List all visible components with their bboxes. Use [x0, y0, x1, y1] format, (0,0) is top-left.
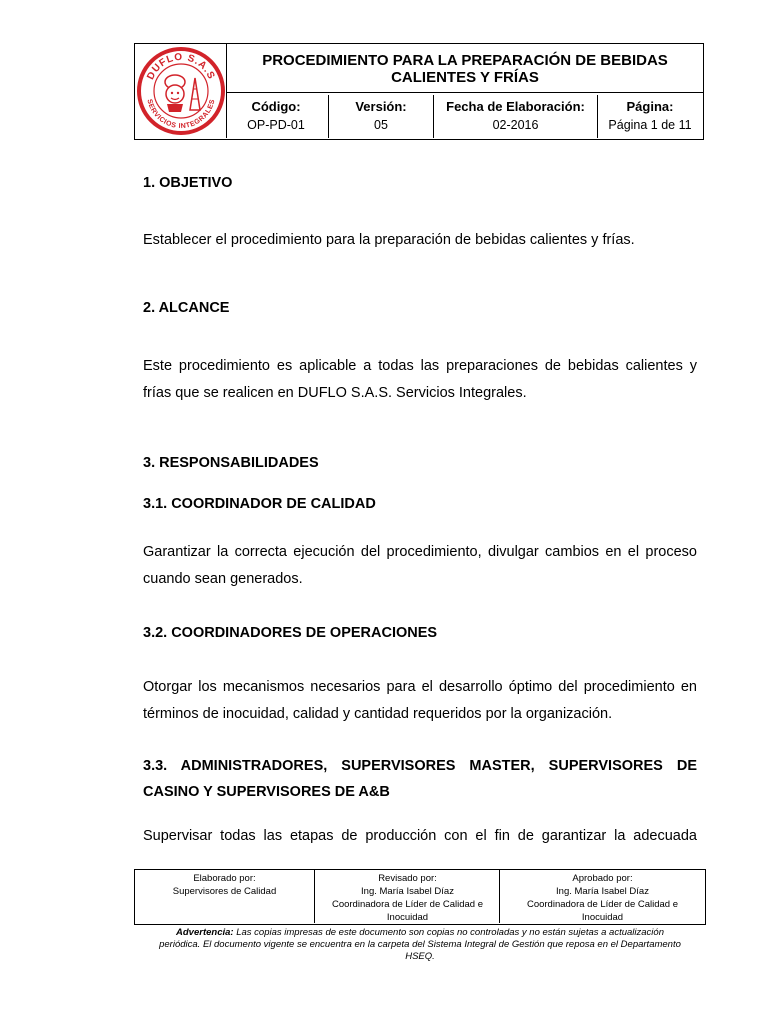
version-label: Versión:: [355, 99, 407, 114]
logo-bottom-text: SERVICIOS INTEGRALES: [145, 98, 217, 131]
document-header: [134, 43, 704, 140]
elaborado-value: Supervisores de Calidad: [172, 886, 277, 897]
revisado-cell: [316, 870, 500, 923]
codigo-cell: [227, 95, 325, 138]
fecha-label: Fecha de Elaboración:: [446, 99, 585, 114]
pagina-cell: [598, 95, 702, 138]
warning-line-2: periódica. El documento vigente se encuentra en la carpeta del Sistema Integral de Gestión que reposa en el Departamento: [159, 939, 681, 950]
aprobado-cell: [501, 870, 704, 923]
pagina-label: Página:: [626, 99, 674, 114]
logo-top-text: DUFLO S.A.S: [145, 51, 217, 82]
revisado-name: Ing. María Isabel Díaz: [361, 886, 454, 897]
warning-line-1: Las copias impresas de este documento son copias no controladas y no están sujetas a actualización: [233, 927, 664, 938]
section-3-2-line-2: términos de inocuidad, calidad y cantidad requeridos por la organización.: [143, 706, 613, 722]
section-2-line-1: Este procedimiento es aplicable a todas las preparaciones de bebidas calientes y: [143, 358, 697, 374]
aprobado-label: Aprobado por:: [572, 873, 633, 884]
section-3-3-heading-line-1: 3.3. ADMINISTRADORES, SUPERVISORES MASTER, SUPERVISORES DE: [143, 758, 697, 774]
version-cell: [330, 95, 432, 138]
section-3-1-heading: 3.1. COORDINADOR DE CALIDAD: [143, 496, 376, 512]
section-2-heading: 2. ALCANCE: [143, 300, 230, 316]
section-3-1-line-2: cuando sean generados.: [143, 571, 303, 587]
aprobado-role-1: Coordinadora de Líder de Calidad e: [526, 899, 679, 910]
fecha-value: 02-2016: [492, 118, 539, 132]
elaborado-cell: [135, 870, 315, 923]
section-3-3-line-1: Supervisar todas las etapas de producción con el fin de garantizar la adecuada: [143, 828, 697, 844]
revisado-role-2: Inocuidad: [386, 912, 429, 923]
chef-mascot-icon: [165, 75, 185, 112]
section-3-heading: 3. RESPONSABILIDADES: [143, 455, 319, 471]
section-1-heading: 1. OBJETIVO: [143, 175, 233, 191]
warning-line-3: HSEQ.: [405, 951, 435, 962]
revisado-role-1: Coordinadora de Líder de Calidad e: [331, 899, 484, 910]
section-3-1-line-1: Garantizar la correcta ejecución del procedimiento, divulgar cambios en el proceso: [143, 544, 697, 560]
warning-label: Advertencia:: [176, 927, 234, 938]
section-3-2-line-1: Otorgar los mecanismos necesarios para el desarrollo óptimo del procedimiento en: [143, 679, 697, 695]
title-line-1: PROCEDIMIENTO PARA LA PREPARACIÓN DE BEBIDAS: [262, 52, 668, 69]
elaborado-label: Elaborado por:: [193, 873, 256, 884]
codigo-label: Código:: [251, 99, 301, 114]
section-2-line-2: frías que se realicen en DUFLO S.A.S. Servicios Integrales.: [143, 385, 527, 401]
version-value: 05: [374, 118, 388, 132]
company-logo: [135, 44, 226, 138]
pagina-value: Página 1 de 11: [608, 118, 692, 132]
title-line-2: CALIENTES Y FRÍAS: [391, 69, 539, 86]
revisado-label: Revisado por:: [378, 873, 437, 884]
section-3-3-heading-line-2: CASINO Y SUPERVISORES DE A&B: [143, 784, 390, 800]
oil-derrick-icon: [190, 78, 200, 110]
fecha-cell: [437, 95, 594, 138]
codigo-value: OP-PD-01: [247, 118, 305, 132]
document-title: [227, 44, 703, 93]
approval-table: [134, 869, 706, 925]
warning-notice: [140, 927, 700, 963]
aprobado-name: Ing. María Isabel Díaz: [556, 886, 649, 897]
logo-cell: [135, 44, 227, 138]
aprobado-role-2: Inocuidad: [581, 912, 624, 923]
section-1-text: Establecer el procedimiento para la preparación de bebidas calientes y frías.: [143, 232, 635, 248]
section-3-2-heading: 3.2. COORDINADORES DE OPERACIONES: [143, 625, 438, 641]
